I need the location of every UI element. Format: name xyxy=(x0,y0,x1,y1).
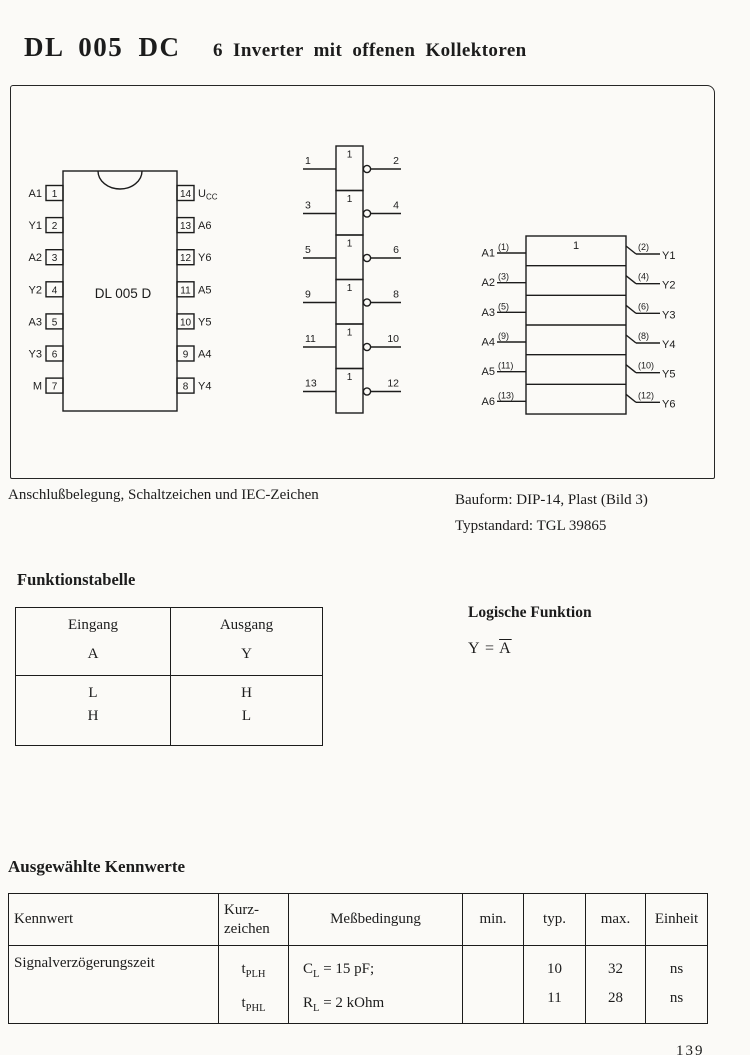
iec-input-label: A1 xyxy=(481,247,495,260)
function-table-heading: Funktionstabelle xyxy=(17,570,136,589)
kurzzeichen-value: $t_{PHL}$ xyxy=(241,995,266,1014)
gate-negation-circle xyxy=(363,165,370,172)
iec-output-pin: (12) xyxy=(638,390,655,401)
iec-input-pin: (5) xyxy=(498,301,509,312)
typ-value: 11 xyxy=(547,990,562,1006)
dip-pin-number: 9 xyxy=(182,349,189,361)
function-table xyxy=(15,607,323,746)
kurzzeichen-cell xyxy=(219,946,289,1024)
function-table-cell: H xyxy=(87,708,99,724)
gate-output-pin: 6 xyxy=(393,244,399,256)
iec-output-notch xyxy=(626,246,636,254)
page-title: 6 Inverter mit offenen Kollektoren xyxy=(213,40,527,61)
iec-input-label: A6 xyxy=(481,395,495,408)
iec-output-pin: (8) xyxy=(638,331,649,342)
iec-input-pin: (1) xyxy=(498,242,509,252)
iec-output-label: Y2 xyxy=(662,279,676,292)
gate-symbol: 1 xyxy=(346,238,353,250)
col-symbol: A xyxy=(87,646,99,662)
part-number: DL 005 DC xyxy=(24,32,181,62)
typ-cell xyxy=(524,946,586,1024)
kennwerte-data-row xyxy=(9,946,708,1024)
gate-output-pin: 10 xyxy=(387,333,399,345)
gate-negation-circle xyxy=(363,299,370,306)
dip-pin-label: Y3 xyxy=(28,348,42,361)
iec-output-pin: (4) xyxy=(638,271,649,282)
col-kurzzeichen: Kurz- zeichen xyxy=(219,894,289,946)
einheit-value: ns xyxy=(669,990,684,1006)
iec-output-label: Y1 xyxy=(662,250,676,262)
iec-output-label: Y6 xyxy=(662,398,676,411)
iec-input-label: A5 xyxy=(481,366,495,379)
kennwerte-header-row xyxy=(9,894,708,946)
gate-negation-circle xyxy=(363,254,370,261)
dip-pin-number: 3 xyxy=(51,253,58,265)
gate-input-pin: 13 xyxy=(305,377,317,390)
dip-pin-label: Y6 xyxy=(198,252,212,265)
gate-negation-circle xyxy=(363,388,370,395)
dip-pin-label: A4 xyxy=(198,348,212,361)
gate-symbol: 1 xyxy=(346,194,353,205)
kennwerte-heading: Ausgewählte Kennwerte xyxy=(8,857,186,876)
dip-pin-label: Y1 xyxy=(28,220,42,233)
iec-input-pin: (13) xyxy=(498,390,515,401)
figure-box xyxy=(10,85,715,479)
dip-pin-label: Y4 xyxy=(198,380,212,393)
iec-symbol: 1 xyxy=(572,240,580,252)
iec-output-pin: (2) xyxy=(638,242,649,252)
iec-input-pin: (9) xyxy=(498,331,509,342)
formula-variable: $\overline{A}$ xyxy=(499,640,512,657)
dip-pin-number: 14 xyxy=(179,189,192,200)
function-table-cell: H xyxy=(171,676,323,706)
gate-input-pin: 11 xyxy=(305,333,316,345)
iec-output-notch xyxy=(626,276,636,284)
col-messbedingung: Meßbedingung xyxy=(289,894,463,946)
bauform-line: Bauform: DIP-14, Plast (Bild 3) xyxy=(455,492,648,508)
iec-input-pin: (3) xyxy=(498,271,509,282)
gate-symbol: 1 xyxy=(346,283,353,294)
dip-pin-number: 12 xyxy=(179,253,192,265)
function-table-row xyxy=(16,705,323,746)
iec-output-pin: (6) xyxy=(638,301,649,312)
max-cell xyxy=(586,946,646,1024)
col-header: Eingang xyxy=(68,617,118,633)
gate-input-pin: 3 xyxy=(305,199,311,212)
formula-prefix: Y = xyxy=(468,640,500,657)
min-cell xyxy=(463,946,524,1024)
col-symbol: Y xyxy=(241,646,252,662)
max-value: 32 xyxy=(608,961,623,977)
col-max: max. xyxy=(586,894,646,946)
iec-output-notch xyxy=(626,335,636,343)
iec-input-label: A2 xyxy=(481,277,495,290)
page-number: 139 xyxy=(676,1043,705,1055)
dip-pin-label: A2 xyxy=(28,252,42,265)
logic-function-heading: Logische Funktion xyxy=(468,604,592,621)
iec-input-pin: (11) xyxy=(498,360,514,371)
kurzzeichen-value: $t_{PLH}$ xyxy=(241,961,266,980)
function-table-cell: L xyxy=(171,705,323,746)
gate-symbol: 1 xyxy=(346,149,353,161)
dip-pin-label: A5 xyxy=(198,284,212,297)
iec-output-label: Y5 xyxy=(662,368,676,381)
dip-pin-label: M xyxy=(32,380,42,393)
col-header: Ausgang xyxy=(219,617,274,633)
kennwert-value: Signalverzögerungszeit xyxy=(14,955,155,971)
iec-input-label: A3 xyxy=(481,306,495,319)
function-table-cell: L xyxy=(88,685,98,701)
dip-pin-number: 5 xyxy=(51,317,58,329)
col-kennwert: Kennwert xyxy=(14,911,74,927)
dip-pin-number: 10 xyxy=(179,317,192,329)
dip-pin-number: 13 xyxy=(179,221,192,233)
col-min: min. xyxy=(463,894,524,946)
dip-pin-label: Y2 xyxy=(28,284,42,297)
pinout-and-symbols-diagram xyxy=(11,86,712,476)
gate-input-pin: 5 xyxy=(305,244,311,256)
kennwerte-table xyxy=(8,893,708,1024)
einheit-value: ns xyxy=(669,961,684,977)
gate-input-pin: 1 xyxy=(305,155,311,167)
gate-symbol: 1 xyxy=(346,327,353,339)
gate-output-pin: 4 xyxy=(393,199,399,212)
iec-output-notch xyxy=(626,305,636,313)
dip-pin-label: Y5 xyxy=(198,316,212,329)
min-value xyxy=(463,955,523,984)
messbedingung-value: $C_L = 15$ pF; xyxy=(303,961,375,980)
gate-negation-circle xyxy=(363,210,370,217)
dip-pin-number: 8 xyxy=(182,381,189,393)
einheit-cell xyxy=(646,946,708,1024)
min-value xyxy=(463,984,523,1013)
function-table-col-eingang xyxy=(16,608,171,676)
messbedingung-value: $R_L = 2$ kOhm xyxy=(303,995,385,1014)
typstandard-line: Typstandard: TGL 39865 xyxy=(455,518,607,534)
logic-formula xyxy=(468,640,512,658)
package-info xyxy=(455,487,648,539)
dip-pin-number: 6 xyxy=(51,349,58,361)
dip-pin-label: A1 xyxy=(28,188,42,200)
typ-value: 10 xyxy=(547,961,562,977)
gate-symbol: 1 xyxy=(346,372,353,383)
iec-output-label: Y4 xyxy=(662,339,676,352)
dip-pin-label: A6 xyxy=(198,220,212,233)
col-einheit: Einheit xyxy=(646,894,708,946)
function-table-col-ausgang xyxy=(171,608,323,676)
iec-output-label: Y3 xyxy=(662,309,676,322)
iec-output-notch xyxy=(626,365,636,373)
iec-output-pin: (10) xyxy=(638,360,655,371)
gate-output-pin: 8 xyxy=(393,288,399,301)
iec-input-label: A4 xyxy=(481,336,495,349)
dip-pin-number: 2 xyxy=(51,221,58,233)
gate-output-pin: 12 xyxy=(387,377,399,390)
dip-pin-number: 11 xyxy=(180,285,191,297)
messbedingung-cell xyxy=(289,946,463,1024)
function-table-header-row xyxy=(16,608,323,676)
col-typ: typ. xyxy=(524,894,586,946)
dip-pin-number: 1 xyxy=(51,189,58,200)
dip-pin-label: $U_{CC}$ xyxy=(198,188,218,202)
dip-notch xyxy=(98,171,142,189)
dip-pin-number: 7 xyxy=(51,381,58,393)
dip-pin-number: 4 xyxy=(51,285,58,297)
gate-negation-circle xyxy=(363,343,370,350)
function-table-row xyxy=(16,676,323,706)
max-value: 28 xyxy=(608,990,623,1006)
gate-output-pin: 2 xyxy=(393,155,399,167)
gate-input-pin: 9 xyxy=(305,288,311,301)
iec-output-notch xyxy=(626,394,636,402)
dip-pin-label: A3 xyxy=(28,316,42,329)
figure-caption: Anschlußbelegung, Schaltzeichen und IEC-Zeichen xyxy=(8,487,319,503)
dip-chip-label: DL 005 D xyxy=(94,286,152,301)
